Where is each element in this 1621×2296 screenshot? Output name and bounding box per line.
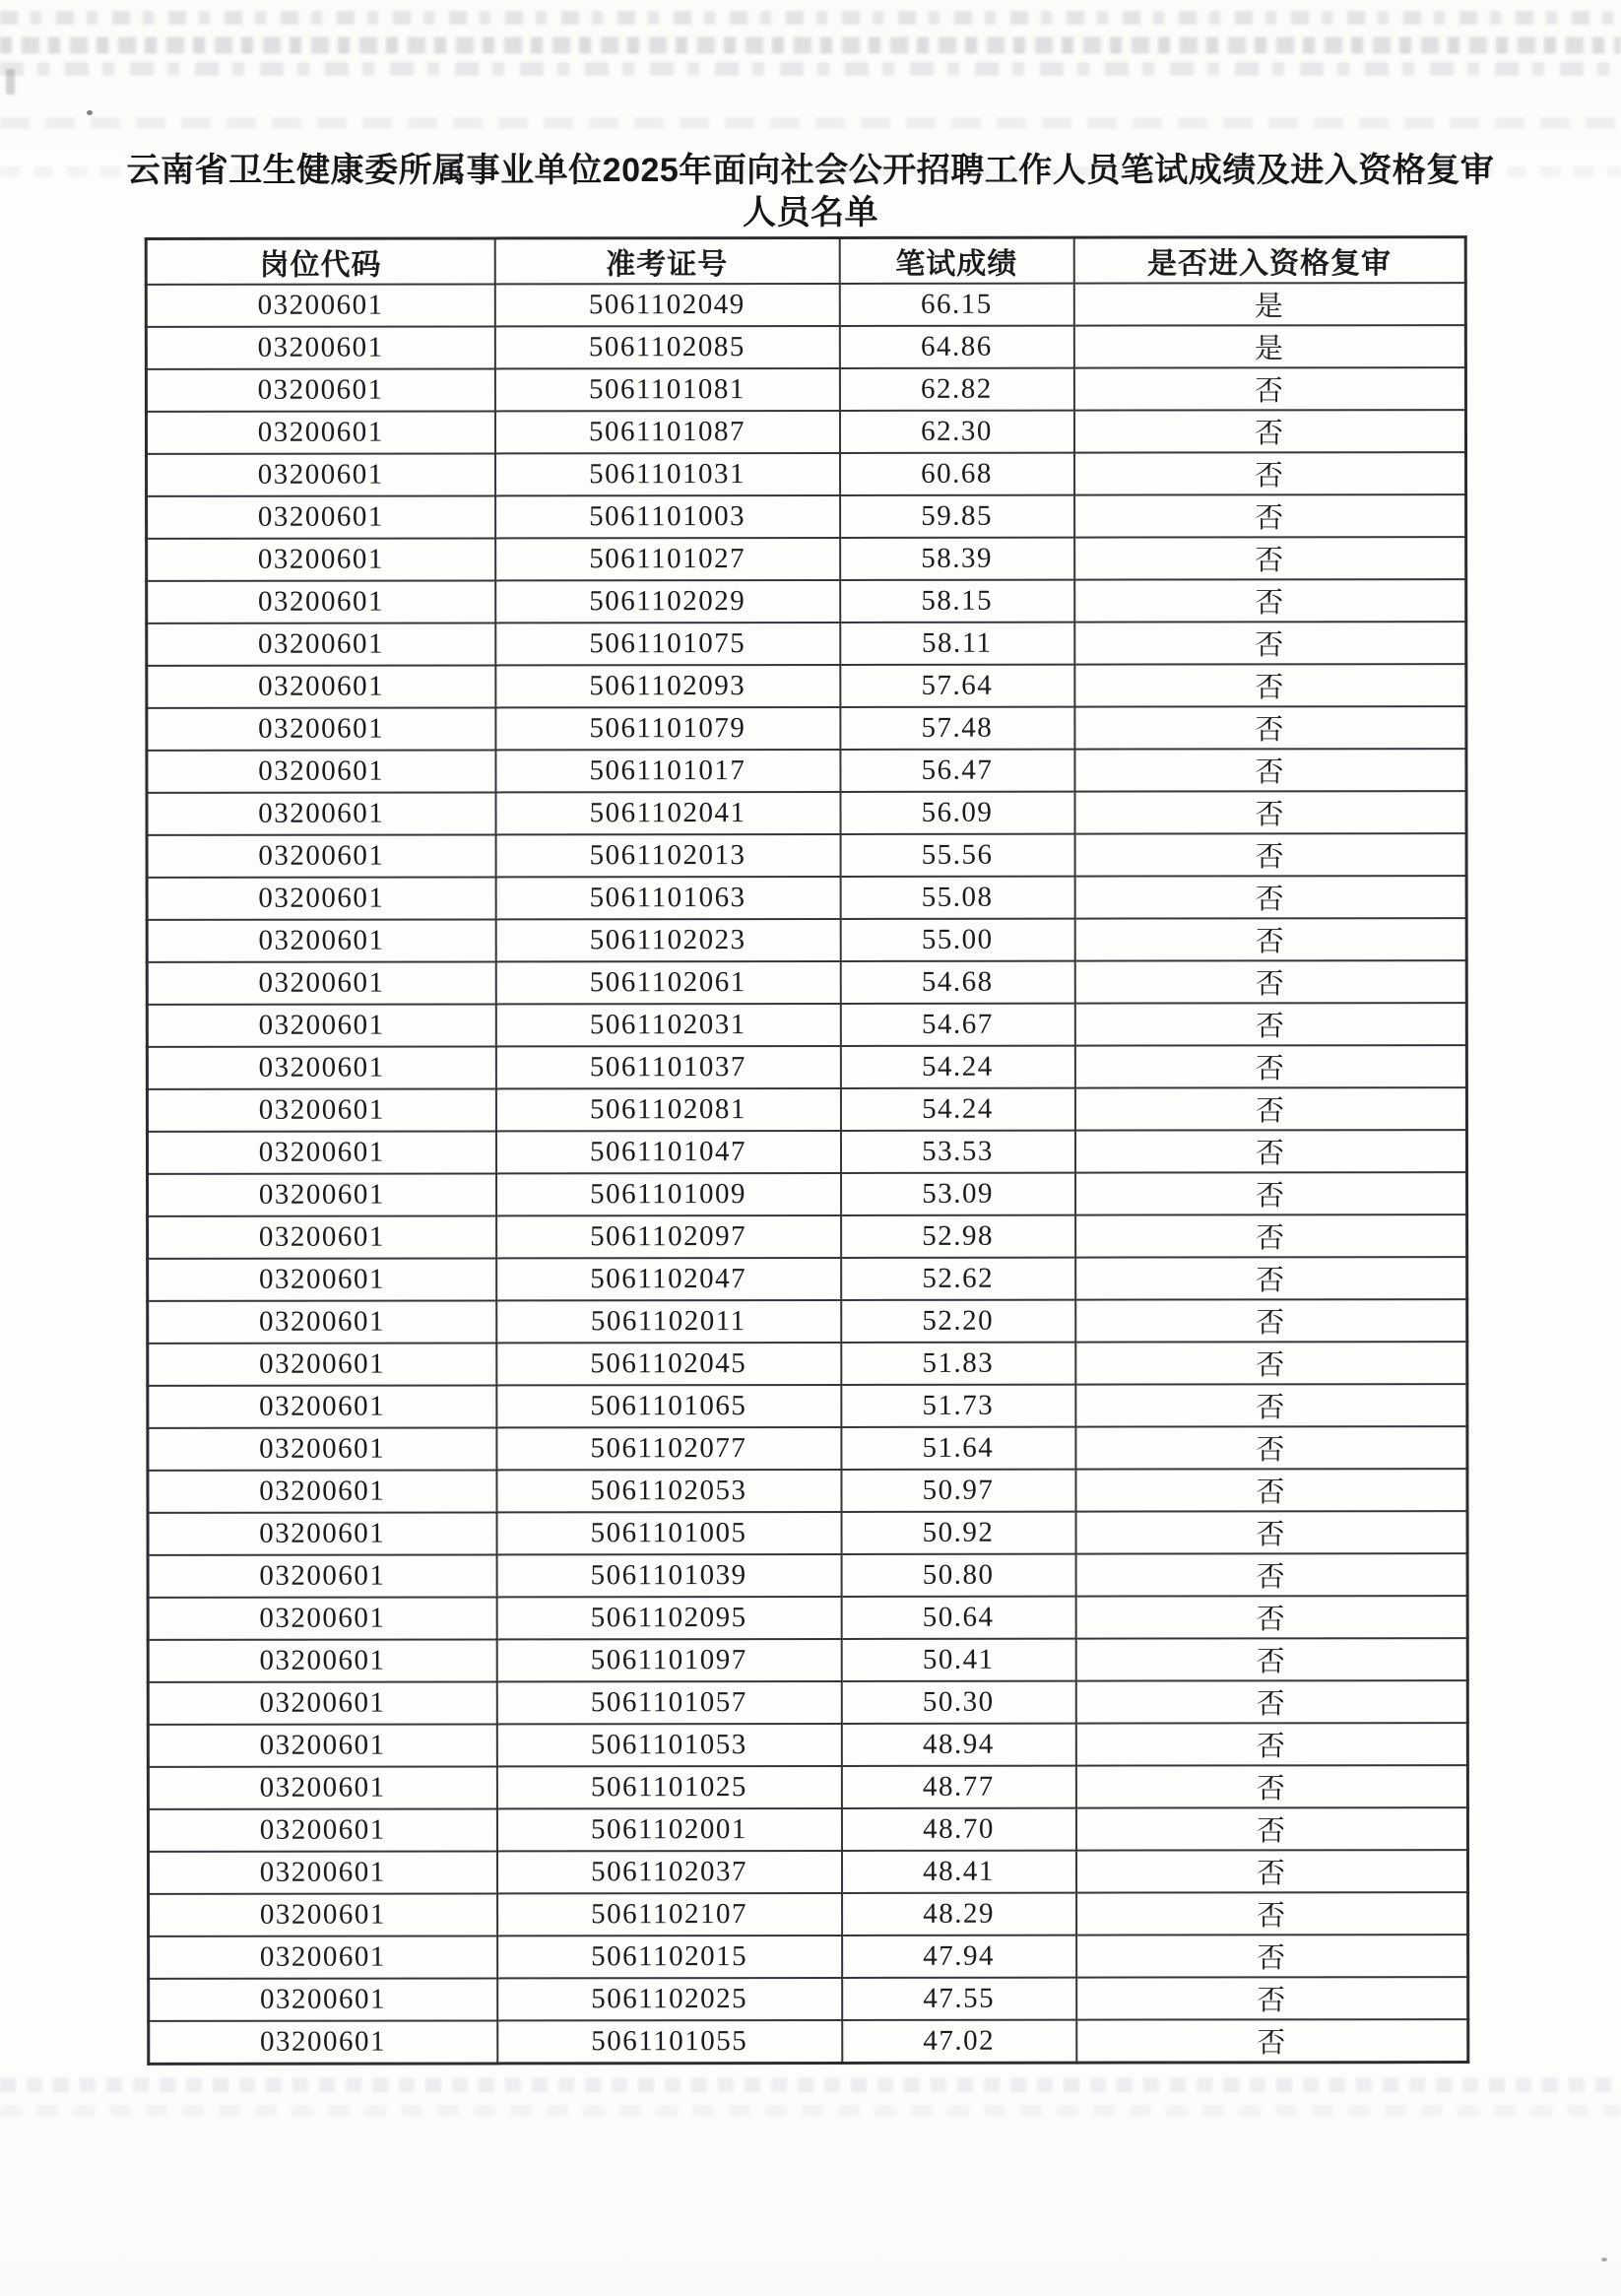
score-cell: 50.64 bbox=[841, 1597, 1075, 1639]
job-code-cell: 03200601 bbox=[146, 368, 494, 411]
score-table bbox=[145, 235, 1470, 2066]
ticket-number-cell: 5061102013 bbox=[495, 834, 840, 877]
review-status-cell: 否 bbox=[1075, 1172, 1467, 1215]
score-cell: 60.68 bbox=[840, 453, 1074, 495]
job-code-cell: 03200601 bbox=[148, 1173, 496, 1215]
job-code-cell: 03200601 bbox=[147, 538, 495, 580]
review-status-cell: 否 bbox=[1075, 1553, 1467, 1597]
table-row bbox=[147, 1003, 1466, 1047]
job-code-cell: 03200601 bbox=[147, 495, 495, 538]
review-status-cell: 否 bbox=[1075, 1469, 1467, 1512]
table-row bbox=[147, 791, 1466, 835]
ticket-number-cell: 5061102011 bbox=[496, 1300, 841, 1343]
table-row bbox=[147, 876, 1466, 920]
review-status-cell: 否 bbox=[1074, 918, 1466, 961]
table-row bbox=[148, 1596, 1467, 1640]
score-cell: 54.24 bbox=[840, 1046, 1074, 1088]
job-code-cell: 03200601 bbox=[147, 1131, 495, 1173]
review-status-cell: 否 bbox=[1075, 1511, 1467, 1554]
column-header-ticket-number: 准考证号 bbox=[494, 237, 839, 284]
review-status-cell: 否 bbox=[1075, 1680, 1467, 1724]
table-row bbox=[147, 537, 1466, 581]
document-title-line-2: 人员名单 bbox=[743, 194, 878, 231]
table-row bbox=[149, 1892, 1468, 1936]
score-cell: 57.64 bbox=[840, 665, 1074, 707]
score-cell: 54.67 bbox=[840, 1004, 1074, 1046]
score-cell: 66.15 bbox=[839, 284, 1073, 326]
table-row bbox=[147, 579, 1466, 623]
ticket-number-cell: 5061101057 bbox=[496, 1681, 841, 1724]
score-cell: 50.92 bbox=[841, 1512, 1075, 1554]
ticket-number-cell: 5061102029 bbox=[495, 580, 840, 623]
score-cell: 51.64 bbox=[841, 1427, 1075, 1470]
table-row bbox=[147, 833, 1466, 878]
review-status-cell: 否 bbox=[1075, 1299, 1467, 1343]
review-status-cell: 否 bbox=[1074, 876, 1466, 919]
table-row bbox=[148, 1638, 1467, 1682]
score-cell: 57.48 bbox=[840, 707, 1074, 750]
score-cell: 55.08 bbox=[840, 877, 1074, 919]
job-code-cell: 03200601 bbox=[146, 326, 494, 368]
review-status-cell: 否 bbox=[1074, 706, 1466, 750]
table-row bbox=[148, 1765, 1467, 1809]
ticket-number-cell: 5061101087 bbox=[494, 411, 839, 453]
score-cell: 48.70 bbox=[841, 1808, 1075, 1851]
bleedthrough-artifact bbox=[0, 11, 1621, 25]
ticket-number-cell: 5061102097 bbox=[496, 1215, 841, 1258]
table-row bbox=[148, 1807, 1467, 1852]
score-cell: 56.47 bbox=[840, 750, 1074, 792]
table-row bbox=[146, 283, 1465, 327]
score-cell: 52.20 bbox=[841, 1300, 1075, 1343]
score-cell: 53.09 bbox=[841, 1173, 1075, 1215]
review-status-cell: 否 bbox=[1074, 1087, 1466, 1131]
header-row bbox=[146, 237, 1465, 285]
review-status-cell: 否 bbox=[1074, 452, 1466, 495]
score-cell: 62.82 bbox=[839, 368, 1073, 411]
job-code-cell: 03200601 bbox=[147, 750, 495, 792]
job-code-cell: 03200601 bbox=[149, 1935, 497, 1978]
review-status-cell: 否 bbox=[1074, 494, 1466, 538]
score-cell: 62.30 bbox=[839, 411, 1073, 453]
review-status-cell: 否 bbox=[1074, 1003, 1466, 1046]
job-code-cell: 03200601 bbox=[148, 1808, 496, 1851]
review-status-cell: 否 bbox=[1074, 791, 1466, 834]
score-cell: 50.97 bbox=[841, 1470, 1075, 1512]
score-cell: 48.41 bbox=[841, 1851, 1075, 1893]
job-code-cell: 03200601 bbox=[148, 1766, 496, 1808]
table-row bbox=[147, 494, 1466, 539]
scan-speck bbox=[6, 69, 15, 95]
ticket-number-cell: 5061101039 bbox=[496, 1554, 841, 1597]
review-status-cell: 否 bbox=[1075, 1214, 1467, 1258]
job-code-cell: 03200601 bbox=[148, 1681, 496, 1724]
ticket-number-cell: 5061102041 bbox=[495, 792, 840, 834]
ticket-number-cell: 5061102031 bbox=[495, 1004, 840, 1046]
score-cell: 47.02 bbox=[842, 2020, 1076, 2064]
job-code-cell: 03200601 bbox=[147, 961, 495, 1004]
review-status-cell: 否 bbox=[1076, 2019, 1468, 2063]
review-status-cell: 否 bbox=[1076, 1977, 1468, 2020]
ticket-number-cell: 5061102093 bbox=[495, 665, 840, 707]
job-code-cell: 03200601 bbox=[148, 1512, 496, 1554]
job-code-cell: 03200601 bbox=[147, 623, 495, 665]
review-status-cell: 否 bbox=[1075, 1723, 1467, 1766]
review-status-cell: 否 bbox=[1074, 960, 1466, 1004]
ticket-number-cell: 5061101009 bbox=[496, 1173, 841, 1215]
bleedthrough-artifact bbox=[0, 37, 1621, 54]
table-row bbox=[148, 1172, 1467, 1216]
table-row bbox=[148, 1342, 1467, 1386]
score-cell: 48.77 bbox=[841, 1766, 1075, 1808]
bleedthrough-artifact bbox=[0, 62, 1621, 76]
review-status-cell: 否 bbox=[1074, 537, 1466, 580]
table-row bbox=[147, 918, 1466, 962]
job-code-cell: 03200601 bbox=[148, 1385, 496, 1427]
review-status-cell: 是 bbox=[1073, 325, 1465, 368]
table-row bbox=[148, 1511, 1467, 1555]
job-code-cell: 03200601 bbox=[147, 1046, 495, 1088]
column-header-job-code: 岗位代码 bbox=[146, 238, 494, 285]
review-status-cell: 否 bbox=[1074, 749, 1466, 792]
score-cell: 51.83 bbox=[841, 1343, 1075, 1385]
score-cell: 53.53 bbox=[840, 1131, 1074, 1173]
table-row bbox=[147, 960, 1466, 1005]
job-code-cell: 03200601 bbox=[148, 1851, 496, 1893]
job-code-cell: 03200601 bbox=[148, 1724, 496, 1766]
table-row bbox=[148, 1214, 1467, 1259]
ticket-number-cell: 5061102061 bbox=[495, 961, 840, 1004]
job-code-cell: 03200601 bbox=[149, 1978, 497, 2020]
job-code-cell: 03200601 bbox=[147, 877, 495, 919]
ticket-number-cell: 5061102045 bbox=[496, 1343, 841, 1385]
review-status-cell: 否 bbox=[1075, 1257, 1467, 1300]
bleedthrough-artifact bbox=[0, 117, 1621, 129]
score-cell: 50.30 bbox=[841, 1681, 1075, 1724]
document-title-line-1: 云南省卫生健康委所属事业单位2025年面向社会公开招聘工作人员笔试成绩及进入资格复审 bbox=[126, 152, 1495, 189]
table-row bbox=[146, 410, 1465, 454]
table-row bbox=[148, 1850, 1467, 1894]
review-status-cell: 否 bbox=[1075, 1638, 1467, 1681]
bleedthrough-artifact bbox=[0, 2105, 1621, 2117]
review-status-cell: 否 bbox=[1074, 1130, 1466, 1173]
bleedthrough-artifact bbox=[0, 2077, 1621, 2092]
review-status-cell: 否 bbox=[1075, 1596, 1467, 1639]
score-cell: 64.86 bbox=[839, 326, 1073, 368]
review-status-cell: 否 bbox=[1073, 410, 1465, 453]
score-cell: 50.80 bbox=[841, 1554, 1075, 1597]
ticket-number-cell: 5061102025 bbox=[497, 1978, 842, 2020]
table-row bbox=[147, 749, 1466, 793]
ticket-number-cell: 5061102037 bbox=[496, 1851, 841, 1893]
table-row bbox=[149, 2019, 1468, 2064]
score-cell: 54.24 bbox=[840, 1088, 1074, 1131]
ticket-number-cell: 5061102085 bbox=[494, 326, 839, 368]
review-status-cell: 否 bbox=[1075, 1426, 1467, 1470]
score-cell: 58.39 bbox=[840, 538, 1074, 580]
ticket-number-cell: 5061102107 bbox=[497, 1893, 842, 1935]
job-code-cell: 03200601 bbox=[148, 1215, 496, 1258]
table-row bbox=[148, 1680, 1467, 1725]
ticket-number-cell: 5061101079 bbox=[495, 707, 840, 750]
job-code-cell: 03200601 bbox=[148, 1300, 496, 1343]
table-row bbox=[148, 1299, 1467, 1344]
ticket-number-cell: 5061102095 bbox=[496, 1597, 841, 1639]
document-title bbox=[0, 150, 1621, 234]
review-status-cell: 否 bbox=[1073, 367, 1465, 411]
table-row bbox=[147, 452, 1466, 496]
ticket-number-cell: 5061101047 bbox=[495, 1131, 840, 1173]
review-status-cell: 否 bbox=[1075, 1342, 1467, 1385]
job-code-cell: 03200601 bbox=[148, 1597, 496, 1639]
job-code-cell: 03200601 bbox=[147, 580, 495, 623]
table-row bbox=[148, 1384, 1467, 1428]
table-row bbox=[147, 706, 1466, 751]
score-cell: 47.55 bbox=[842, 1978, 1076, 2020]
ticket-number-cell: 5061101025 bbox=[496, 1766, 841, 1808]
ticket-number-cell: 5061101097 bbox=[496, 1639, 841, 1681]
job-code-cell: 03200601 bbox=[148, 1343, 496, 1385]
ticket-number-cell: 5061101017 bbox=[495, 750, 840, 792]
ticket-number-cell: 5061102023 bbox=[495, 919, 840, 961]
score-cell: 55.00 bbox=[840, 919, 1074, 961]
job-code-cell: 03200601 bbox=[149, 2020, 497, 2064]
score-cell: 47.94 bbox=[842, 1935, 1076, 1978]
table-row bbox=[147, 1130, 1466, 1174]
ticket-number-cell: 5061101053 bbox=[496, 1724, 841, 1766]
job-code-cell: 03200601 bbox=[148, 1427, 496, 1470]
score-cell: 58.11 bbox=[840, 623, 1074, 665]
ticket-number-cell: 5061101027 bbox=[495, 538, 840, 580]
ticket-number-cell: 5061102001 bbox=[496, 1808, 841, 1851]
job-code-cell: 03200601 bbox=[148, 1554, 496, 1597]
review-status-cell: 是 bbox=[1073, 283, 1465, 326]
job-code-cell: 03200601 bbox=[148, 1258, 496, 1300]
job-code-cell: 03200601 bbox=[147, 792, 495, 834]
job-code-cell: 03200601 bbox=[147, 707, 495, 750]
review-status-cell: 否 bbox=[1075, 1384, 1467, 1427]
scan-speck bbox=[1601, 2258, 1607, 2262]
ticket-number-cell: 5061102047 bbox=[496, 1258, 841, 1300]
ticket-number-cell: 5061101003 bbox=[495, 495, 840, 538]
job-code-cell: 03200601 bbox=[147, 1088, 495, 1131]
review-status-cell: 否 bbox=[1075, 1807, 1467, 1851]
ticket-number-cell: 5061101063 bbox=[495, 877, 840, 919]
review-status-cell: 否 bbox=[1074, 622, 1466, 665]
table-row bbox=[147, 1087, 1466, 1132]
table-row bbox=[148, 1469, 1467, 1513]
review-status-cell: 否 bbox=[1074, 579, 1466, 623]
job-code-cell: 03200601 bbox=[148, 1470, 496, 1512]
ticket-number-cell: 5061102015 bbox=[497, 1935, 842, 1978]
job-code-cell: 03200601 bbox=[147, 665, 495, 707]
ticket-number-cell: 5061101031 bbox=[495, 453, 840, 495]
score-cell: 52.98 bbox=[841, 1215, 1075, 1258]
column-header-written-score: 笔试成绩 bbox=[839, 237, 1073, 284]
job-code-cell: 03200601 bbox=[149, 1893, 497, 1935]
table-row bbox=[148, 1723, 1467, 1767]
job-code-cell: 03200601 bbox=[147, 453, 495, 495]
review-status-cell: 否 bbox=[1074, 1045, 1466, 1088]
score-cell: 51.73 bbox=[841, 1385, 1075, 1427]
score-cell: 52.62 bbox=[841, 1258, 1075, 1300]
job-code-cell: 03200601 bbox=[147, 1004, 495, 1046]
table-row bbox=[148, 1426, 1467, 1471]
ticket-number-cell: 5061102053 bbox=[496, 1470, 841, 1512]
ticket-number-cell: 5061101081 bbox=[494, 368, 839, 411]
table-row bbox=[148, 1553, 1467, 1598]
ticket-number-cell: 5061102077 bbox=[496, 1427, 841, 1470]
review-status-cell: 否 bbox=[1076, 1935, 1468, 1978]
review-status-cell: 否 bbox=[1076, 1892, 1468, 1935]
ticket-number-cell: 5061101075 bbox=[495, 623, 840, 665]
column-header-review-status: 是否进入资格复审 bbox=[1073, 237, 1465, 284]
review-status-cell: 否 bbox=[1074, 833, 1466, 877]
ticket-number-cell: 5061101005 bbox=[496, 1512, 841, 1554]
score-cell: 54.68 bbox=[840, 961, 1074, 1004]
scan-speck bbox=[87, 110, 93, 115]
ticket-number-cell: 5061101037 bbox=[495, 1046, 840, 1088]
job-code-cell: 03200601 bbox=[148, 1639, 496, 1681]
ticket-number-cell: 5061101065 bbox=[496, 1385, 841, 1427]
review-status-cell: 否 bbox=[1074, 664, 1466, 707]
ticket-number-cell: 5061102049 bbox=[494, 284, 839, 326]
ticket-number-cell: 5061101055 bbox=[497, 2020, 842, 2064]
review-status-cell: 否 bbox=[1075, 1850, 1467, 1893]
score-cell: 50.41 bbox=[841, 1639, 1075, 1681]
job-code-cell: 03200601 bbox=[147, 919, 495, 961]
table-row bbox=[146, 325, 1465, 369]
job-code-cell: 03200601 bbox=[146, 284, 494, 326]
score-cell: 48.94 bbox=[841, 1724, 1075, 1766]
score-cell: 55.56 bbox=[840, 834, 1074, 877]
review-status-cell: 否 bbox=[1075, 1765, 1467, 1808]
ticket-number-cell: 5061102081 bbox=[495, 1088, 840, 1131]
table-row bbox=[149, 1935, 1468, 1979]
score-cell: 59.85 bbox=[840, 495, 1074, 538]
table-row bbox=[146, 367, 1465, 412]
score-cell: 48.29 bbox=[842, 1893, 1076, 1935]
table-row bbox=[149, 1977, 1468, 2021]
score-cell: 56.09 bbox=[840, 792, 1074, 834]
table-row bbox=[147, 664, 1466, 708]
score-cell: 58.15 bbox=[840, 580, 1074, 623]
table-row bbox=[147, 622, 1466, 666]
table-row bbox=[147, 1045, 1466, 1089]
table-row bbox=[148, 1257, 1467, 1301]
job-code-cell: 03200601 bbox=[146, 411, 494, 453]
job-code-cell: 03200601 bbox=[147, 834, 495, 877]
